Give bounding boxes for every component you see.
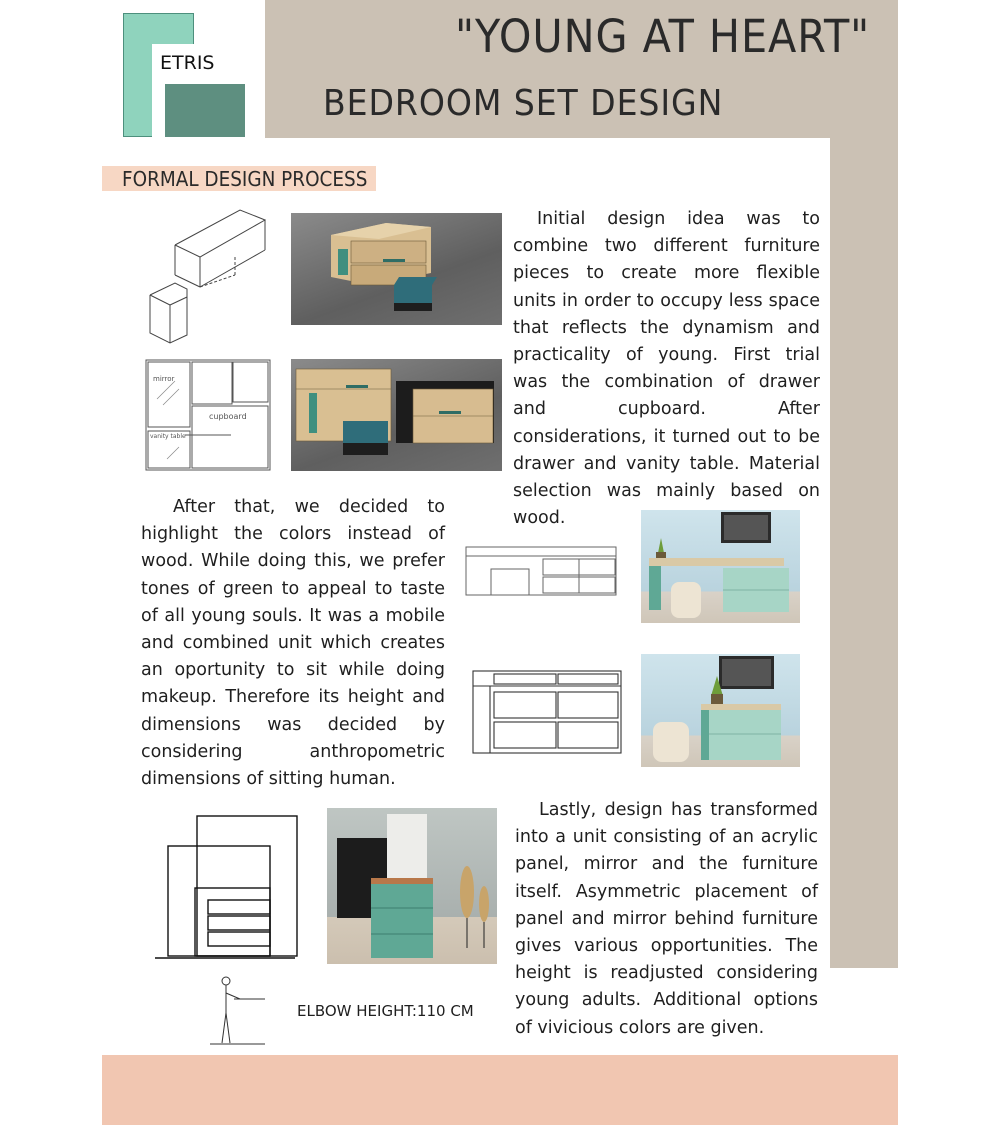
- green-render-2: [641, 654, 800, 767]
- plan-sketch: [145, 359, 273, 473]
- paragraph-final-design: Lastly, design has transformed into a unit consisting of an acrylic panel, mirror and the furniture itself. Asymmetric placement of panel and mirror behind furniture gives various opportunities. The height is readjusted considering young adults. Additional options of vivicious colors are given.: [515, 800, 818, 1038]
- elbow-height-label: ELBOW HEIGHT:110 CM: [297, 1002, 474, 1020]
- human-figure-sketch: [210, 973, 270, 1048]
- logo-block: [165, 84, 245, 137]
- desk-sketch-2: [470, 668, 625, 760]
- vanity-label: vanity table: [150, 433, 186, 440]
- paragraph-initial-design: Initial design idea was to combine two different furniture pieces to create more flexible units in order to occupy less space that reflects the dynamism and practicality of young. First trial was the combination of drawer and cupboard. After considerations, it turned out to be drawer and vanity table. Material selection was mainly based on wood.: [513, 209, 820, 529]
- elevation-sketch: [150, 810, 300, 965]
- mirror-label: mirror: [153, 375, 175, 383]
- green-render-1: [641, 510, 800, 623]
- desk-sketch-1: [463, 541, 623, 601]
- footer-band: [102, 1055, 898, 1125]
- final-render: [327, 808, 497, 964]
- logo-text: ETRIS: [160, 52, 215, 74]
- page-subtitle: BEDROOM SET DESIGN: [323, 83, 724, 124]
- section-label: FORMAL DESIGN PROCESS: [122, 167, 368, 191]
- joint-sketch: [145, 205, 270, 345]
- side-band: [830, 138, 898, 968]
- page-title: "YOUNG AT HEART": [455, 10, 871, 63]
- paragraph-colors: After that, we decided to highlight the colors instead of wood. While doing this, we prefer tones of green to appeal to taste of all young souls. It was a mobile and combined unit which creates an oportunity to sit while doing makeup. Therefore its height and dimensions was decided by considering anthropometric dimensions of sitting human.: [141, 497, 445, 790]
- wood-render-2: [291, 359, 502, 471]
- cupboard-label: cupboard: [209, 412, 247, 421]
- wood-render-1: [291, 213, 502, 325]
